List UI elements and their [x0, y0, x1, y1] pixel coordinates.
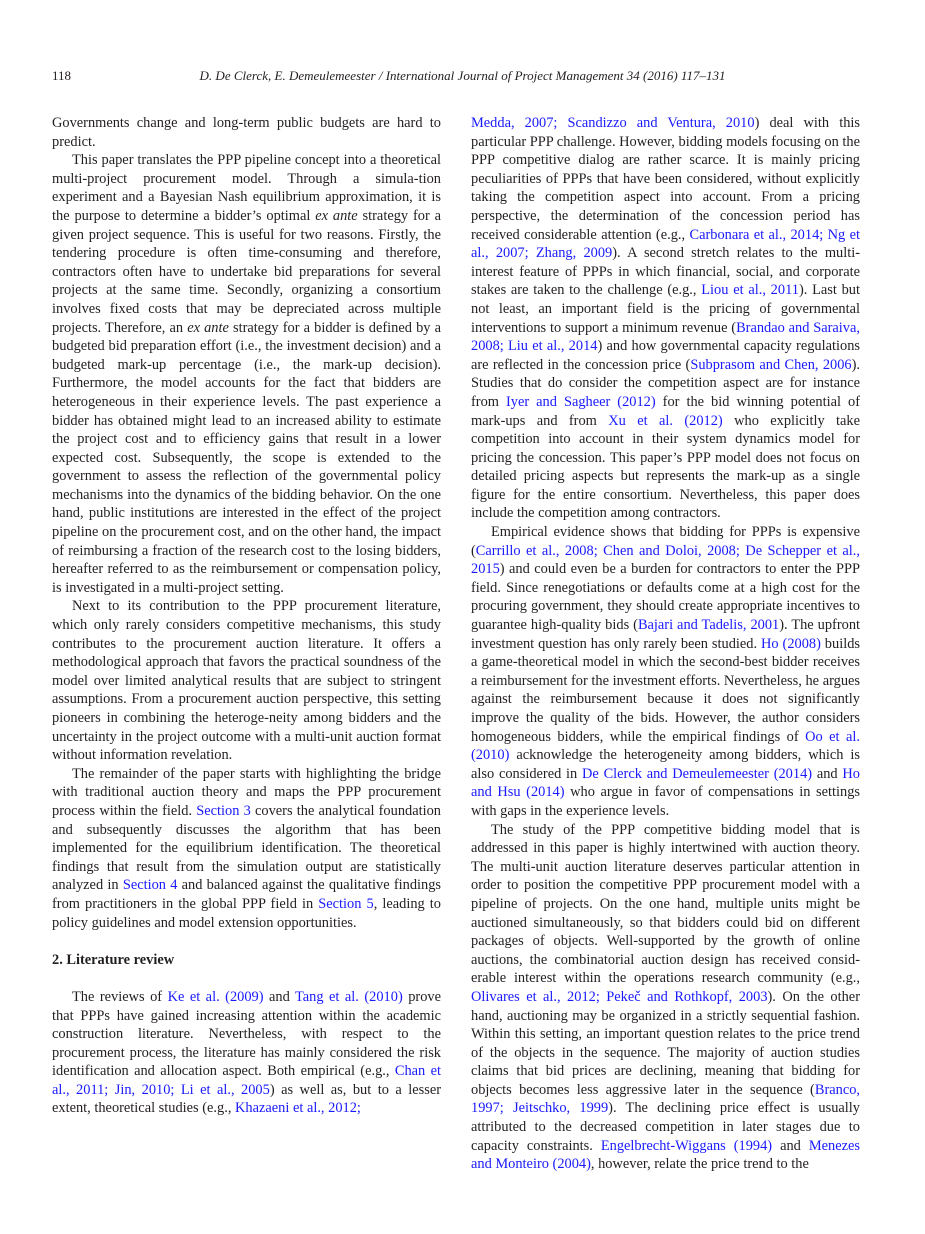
body-text: The remainder of the paper starts with highlighting the bridge with traditional auction theory and maps the PPP procurement process within the field.	[52, 765, 441, 819]
section-heading-literature-review: 2. Literature review	[52, 951, 175, 968]
citation-link[interactable]: Ke et al. (2009)	[167, 988, 264, 1005]
citation-link[interactable]: Xu et al. (2012)	[608, 412, 723, 429]
citation-link[interactable]: Carrillo et al., 2008; Chen and Doloi, 2008; De Schepper et al., 2015	[471, 542, 860, 578]
citation-link[interactable]: Carbonara et al., 2014; Ng et al., 2007; Zhang, 2009	[471, 226, 860, 262]
citation-link[interactable]: Section 3	[196, 802, 251, 819]
body-text: ). A second stretch relates to the multi-interest feature of PPPs in which financial, social, and corporate stakes are taken to the challenge (e.g.,	[471, 245, 860, 299]
left-column-body	[52, 114, 441, 932]
body-text: ) and could even be a burden for contractors to enter the PPP field. Since renegotiations or defaults come at a high cost for the procuring government, they should create appropriate incentives to guarantee high-quality bids (	[471, 561, 860, 634]
right-column	[471, 114, 860, 1174]
literature-review-body	[52, 988, 441, 1118]
paragraph	[471, 523, 860, 821]
body-text: ) as well as, but to a lesser extent, theoretical studies (e.g.,	[52, 1081, 441, 1117]
body-text: strategy for a given project sequence. This is useful for two reasons. Firstly, the tendering procedure is often time-consuming and therefore, contractors often have to undertake bid preparations for several projects at the same time. Secondly, organizing a consortium involves fixed costs that may be depreciated across multiple projects. Therefore, an	[52, 207, 442, 336]
citation-link[interactable]: Iyer and Sagheer (2012)	[505, 393, 656, 410]
paragraph	[52, 151, 441, 597]
body-text: , however, relate the price trend to the	[590, 1156, 809, 1173]
italic-text: ex ante	[187, 319, 229, 336]
citation-link[interactable]: De Clerck and Demeulemeester (2014)	[582, 765, 813, 782]
citation-link[interactable]: Liou et al., 2011	[701, 282, 799, 299]
body-text: ). Last but not least, an important field is the pricing of governmental interventions to support a minimum revenue (	[471, 282, 861, 336]
citation-link[interactable]: Ho (2008)	[761, 635, 821, 652]
citation-link[interactable]: Engelbrecht-Wiggans (1994)	[600, 1137, 773, 1154]
paragraph	[471, 821, 860, 1174]
page-number: 118	[52, 68, 72, 83]
paragraph	[52, 765, 441, 932]
paragraph	[52, 114, 441, 151]
body-text: and	[263, 988, 295, 1005]
body-text: ) deal with this particular PPP challenge. However, bidding models focusing on the PPP competitive dialog are rather scarce. It is mainly pricing peculiarities of PPPs that have been considered, without explicitly taking the competition aspect into account. From a pricing perspective, the determination of the concession period has received considerable attention (e.g.,	[471, 115, 860, 243]
body-text: Empirical evidence shows that bidding for PPPs is expensive (	[471, 524, 860, 559]
body-text: and	[812, 765, 843, 782]
citation-link[interactable]: Khazaeni et al., 2012;	[235, 1100, 361, 1117]
body-text: acknowledge the heterogeneity among bidders, which is also considered in	[471, 747, 860, 782]
body-text: Governments change and long-term public budgets are hard to predict.	[52, 115, 441, 150]
paragraph	[471, 114, 860, 523]
paragraph	[52, 988, 441, 1118]
body-text: prove that PPPs have gained increasing attention within the academic construction literature. Nevertheless, with respect to the procurement process, the literature has mainly considered the risk identification and allocation aspect. Both empirical (e.g.,	[52, 988, 441, 1080]
body-text: builds a game-theoretical model in which the second-best bidder receives a reimbursement for the investment efforts. Nevertheless, he argues against the reimbursement because it does not significantly improve the quality of the bids. However, the author considers homogeneous bidders, while the empirical findings of	[471, 635, 860, 745]
paragraph	[52, 597, 441, 764]
body-text: ). The declining price effect is usually attributed to the decreased competition in later stages due to capacity constraints.	[471, 1100, 860, 1154]
body-text: and balanced against the qualitative findings from practitioners in the global PPP field in	[52, 877, 442, 912]
right-column-body	[471, 114, 860, 1174]
citation-link[interactable]: Ho and Hsu (2014)	[471, 765, 860, 801]
citation-link[interactable]: Tang et al. (2010)	[295, 988, 403, 1005]
body-text: ). Studies that do consider the competition aspect are for instance from	[471, 356, 860, 410]
citation-link[interactable]: Bajari and Tadelis, 2001	[637, 617, 780, 634]
body-text: for the bid winning potential of mark-ups and from	[471, 393, 860, 429]
citation-link[interactable]: Branco, 1997; Jeitschko, 1999	[471, 1081, 860, 1117]
citation-link[interactable]: Section 5	[318, 895, 374, 912]
body-text: who argue in favor of compensations in settings with gaps in the experience levels.	[471, 784, 861, 819]
citation-link[interactable]: Brandao and Saraiva, 2008; Liu et al., 2014	[471, 319, 860, 355]
citation-link[interactable]: Menezes and Monteiro (2004)	[471, 1137, 860, 1173]
citation-link[interactable]: Subprasom and Chen, 2006	[690, 356, 852, 373]
body-text: ). On the other hand, auctioning may be organized in a strictly sequential fashion. Within this setting, an important question relates to the price trend of the objects in the sequence. The majority of auction studies claims that bid prices are declining, meaning that bidding for objects becomes less aggressive later in the sequence (	[471, 988, 860, 1098]
body-text: covers the analytical foundation and subsequently discusses the algorithm that has been implemented for the equilibrium identification. The theoretical findings that result from the simulation output are statistically analyzed in	[52, 802, 441, 894]
body-text: and	[772, 1137, 809, 1154]
body-text: The reviews of	[72, 988, 168, 1005]
body-text: ) and how governmental capacity regulations are reflected in the concession price (	[471, 338, 861, 373]
citation-link[interactable]: Olivares et al., 2012; Pekeč and Rothkopf, 2003	[471, 988, 768, 1005]
body-text: strategy for a bidder is defined by a budgeted bid preparation effort (i.e., the investment decision) and a budgeted mark-up percentage (i.e., the mark-up decision). Furthermore, the model accounts for the fact that bidders are heterogeneous in their experience levels. The past experience a bidder has obtained might lead to an increased ability to estimate the project cost and to efficiency gains that result in a lower expected cost. Subsequently, the scope is extended to the government to assess the reflection of the governmental policy mechanisms into the dynamics of the bidding behavior. On the one hand, public institutions are interested in the effect of the project pipeline on the procurement cost, and on the other hand, the impact of reimbursing a fraction of the research cost to the losing bidders, hereafter referred to as the reimbursement or compensation policy, is investigated in a multi-project setting.	[52, 319, 441, 596]
italic-text: ex ante	[315, 207, 358, 224]
citation-link[interactable]: Medda, 2007; Scandizzo and Ventura, 2010	[471, 115, 755, 131]
body-text: The study of the PPP competitive bidding model that is addressed in this paper is highly intertwined with auction theory. The multi-unit auction literature deserves particular attention in order to position the competitive PPP procurement model with a pipeline of projects. On the one hand, multiple units might be auctioned simultaneously, so that bidders could bid on different packages of objects. Well-supported by the growth of online auctions, the combinatorial auction design has received consid-erable interest within the operations research community (e.g.,	[471, 821, 860, 987]
citation-link[interactable]: Chan et al., 2011; Jin, 2010; Li et al., 2005	[52, 1063, 441, 1098]
body-text: Next to its contribution to the PPP procurement literature, which only rarely considers competitive mechanisms, this study contributes to the procurement auction literature. It offers a methodological approach that favors the practical soundness of the model over limited analytical results that are subject to stringent assumptions. From a procurement auction perspective, this setting pioneers in combining the heteroge-neity among bidders and the uncertainty in the project outcome with a multi-unit auction format without information revelation.	[52, 598, 441, 764]
body-text: , leading to policy guidelines and model extension opportunities.	[52, 895, 441, 931]
body-text: This paper translates the PPP pipeline concept into a theoretical multi-project procurement model. Through a simula-tion experiment and a Bayesian Nash equilibrium approximation, it is the purpose to determine a bidder’s optimal	[52, 152, 441, 224]
body-text: who explicitly take competition into account in their system dynamics model for pricing the concession. This paper’s PPP model does not focus on detailed pricing aspects but represents the mark-up as a single figure for the entire consortium. Nevertheless, this paper does include the competition among contractors.	[471, 412, 860, 522]
left-column	[52, 114, 441, 1118]
citation-link[interactable]: Section 4	[122, 877, 178, 894]
citation-link[interactable]: Oo et al. (2010)	[471, 728, 860, 764]
body-text: ). The upfront investment question has only rarely been studied.	[471, 617, 861, 652]
running-header	[52, 68, 873, 88]
journal-reference: D. De Clerck, E. Demeulemeester / International Journal of Project Management 34 (2016) 117–131	[199, 68, 726, 83]
